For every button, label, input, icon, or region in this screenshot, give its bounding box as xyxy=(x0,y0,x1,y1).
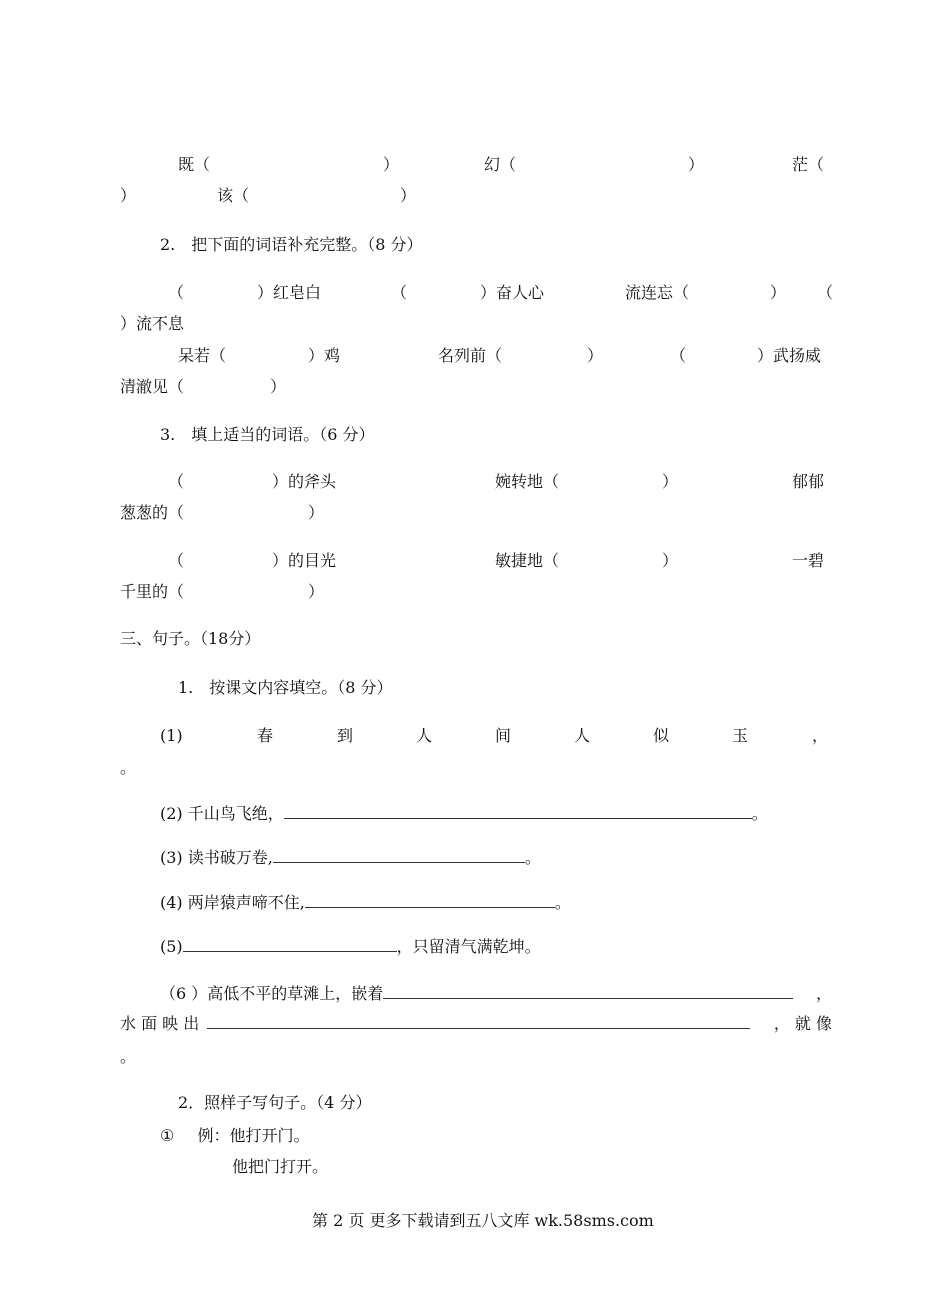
q1-gai: 该（ xyxy=(217,186,250,205)
q3-r1-d: ） xyxy=(662,472,679,491)
page-footer: 第 2 页 更多下载请到五八文库 wk.58sms.com xyxy=(312,1211,654,1230)
q2-r2-e: （ xyxy=(670,346,687,365)
q3-r2-b: ）的目光 xyxy=(272,551,337,570)
s3-sub2: 2．照样子写句子。（4 分） xyxy=(178,1093,372,1112)
q1-close-2: ） xyxy=(688,155,705,174)
s3-p6b-end: ， 就 像 xyxy=(773,1014,832,1033)
s3-p1-end: 。 xyxy=(120,758,137,777)
s3-p1-c4: 人 xyxy=(574,726,591,745)
q1-close-3: ） xyxy=(120,186,137,205)
q1-close-1: ） xyxy=(383,155,400,174)
q1-mang: 茫（ xyxy=(792,155,825,174)
s3-p2 xyxy=(160,804,768,824)
s3-p6b-blank[interactable] xyxy=(207,1014,750,1029)
s3-p4-blank[interactable] xyxy=(305,893,555,908)
s3-ex-label: 例：他打开门。 xyxy=(197,1126,310,1145)
q2-r1-b: ）红皂白 xyxy=(257,283,322,302)
s3-p6c: 。 xyxy=(120,1047,137,1066)
s3-ex-answer: 他把门打开。 xyxy=(232,1157,329,1176)
s3-p2-text: (2) 千山鸟飞绝， xyxy=(160,804,284,823)
q3-r1-c: 婉转地（ xyxy=(495,472,560,491)
q3-r1-a: （ xyxy=(168,472,185,491)
q3-r1b-a: 葱葱的（ xyxy=(120,503,185,522)
s3-p3-period: 。 xyxy=(524,848,541,867)
q2-r2-b: ）鸡 xyxy=(308,346,341,365)
s3-p3-text: (3) 读书破万卷, xyxy=(160,848,273,867)
s3-p1-c0: 春 xyxy=(257,726,274,745)
s3-p1-num: (1) xyxy=(160,726,183,745)
s3-p1-c3: 间 xyxy=(495,726,512,745)
s3-p6 xyxy=(160,984,832,1004)
s3-p3 xyxy=(160,848,541,868)
q3-r2b-b: ） xyxy=(308,582,325,601)
s3-p6-text: （6 ）高低不平的草滩上，嵌着 xyxy=(160,984,384,1003)
q2-r2-a: 呆若（ xyxy=(178,346,227,365)
q2-r1-a: （ xyxy=(168,283,185,302)
q3-r2-d: ） xyxy=(662,551,679,570)
s3-example xyxy=(160,1126,309,1146)
s3-p5-end: ，只留清气满乾坤。 xyxy=(396,937,541,956)
q2-r1-g: （ xyxy=(817,283,834,302)
q2-r1-e: 流连忘（ xyxy=(625,283,690,302)
s3-p2-period: 。 xyxy=(751,804,768,823)
s3-p1-c2: 人 xyxy=(416,726,433,745)
q3-r2-a: （ xyxy=(168,551,185,570)
s3-p5-num: (5) xyxy=(160,937,183,956)
q2-heading: 2. 把下面的词语补充完整。（8 分） xyxy=(160,235,423,254)
q3-r1-b: ）的斧头 xyxy=(272,472,337,491)
q2-r1-c: （ xyxy=(391,283,408,302)
s3-p4 xyxy=(160,893,571,913)
s3-p5-blank[interactable] xyxy=(183,937,397,952)
q3-r2-c: 敏捷地（ xyxy=(495,551,560,570)
q3-r1b-b: ） xyxy=(308,503,325,522)
q3-r2b-a: 千里的（ xyxy=(120,582,185,601)
q2-r2b-b: ） xyxy=(270,377,287,396)
s3-ex-marker: ① xyxy=(160,1126,175,1145)
s3-p3-blank[interactable] xyxy=(273,848,525,863)
q2-r1-f: ） xyxy=(770,283,787,302)
q2-r2b-a: 清澈见（ xyxy=(120,377,185,396)
q3-heading: 3. 填上适当的词语。（6 分） xyxy=(160,425,375,444)
section3-heading: 三、句子。（18分） xyxy=(120,629,261,648)
s3-p4-period: 。 xyxy=(554,893,571,912)
q1-huan: 幻（ xyxy=(484,155,517,174)
s3-sub1: 1. 按课文内容填空。（8 分） xyxy=(178,678,393,697)
s3-p6b-text: 水 面 映 出 xyxy=(120,1014,200,1033)
q3-r1-e: 郁郁 xyxy=(792,472,825,491)
q2-r2-f: ）武扬威 xyxy=(757,346,822,365)
s3-p1-c5: 似 xyxy=(653,726,670,745)
q1-ji: 既（ xyxy=(178,155,211,174)
s3-p6b xyxy=(120,1014,832,1034)
s3-p1-c6: 玉 xyxy=(732,726,749,745)
s3-p1-c1: 到 xyxy=(337,726,354,745)
q3-r2-e: 一碧 xyxy=(792,551,825,570)
s3-p6-comma: ， xyxy=(815,984,832,1003)
q1-close-4: ） xyxy=(400,186,417,205)
s3-p4-text: (4) 两岸猿声啼不住, xyxy=(160,893,305,912)
s3-p5 xyxy=(160,937,541,957)
s3-p1-c7: ， xyxy=(812,726,829,745)
q2-r1-d: ）奋人心 xyxy=(480,283,545,302)
s3-p6-blank[interactable] xyxy=(383,984,793,999)
s3-p2-blank[interactable] xyxy=(284,804,752,819)
q2-r2-c: 名列前（ xyxy=(438,346,503,365)
q2-row1b: ）流不息 xyxy=(120,314,185,333)
q2-r2-d: ） xyxy=(587,346,604,365)
